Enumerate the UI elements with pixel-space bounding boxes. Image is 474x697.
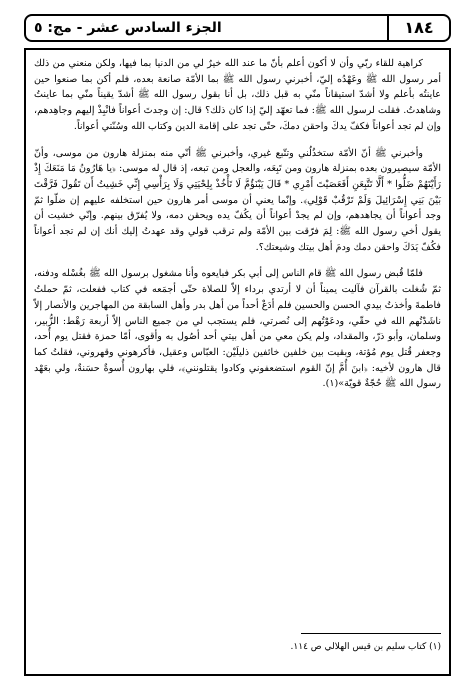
footnote-separator	[301, 633, 441, 634]
paragraph: وأخبرني ﷺ أنّ الأمّة ستخذُلُني وتتّبع غيري، وأخبرني ﷺ أنّي منه بمنزلة هارون من موسى، وأنّ الأمّة سيصيرون بعده بمنزلة هارون ومن تَبِعَه، والعجل ومن تبعه، إذ قال له موسى: ﴿يا هَارُونُ مَا مَنَعَكَ إِذْ رَأَيْتَهُمْ ضَلُّوا * أَلَّا تَتَّبِعَنِ أَفَعَصَيْتَ أَمْرِي * قَالَ يَبْنَؤُمَّ لَا تَأْخُذْ بِلِحْيَتِي وَلَا بِرَأْسِي إِنِّي خَشِيتُ أَن تَقُولَ فَرَّقْتَ بَيْنَ بَنِي إِسْرَائِيلَ وَلَمْ تَرْقُبْ قَوْلِي﴾. وإنّما يعني أن موسى أمر هارون حين استخلفه عليهم إن ضلّوا ثمّ وجد أعواناً أن يجاهدهم، وإن لم يجدْ أعواناً أن يكُفّ يده ويحقن دمه، ولا يُفرّق بينهم. وإنّي خشيت أن يقول أخي رسول الله ﷺ: لِمَ فرّقت بين الأمّة ولم ترقب قولي وقد عهدتُ إليك أنك إن لم تجد أعواناً فكُفّ يَدَكَ واحقن دمك ودمَ أهل بيتك وشيعتك؟.	[34, 147, 441, 253]
footnote: (١) كتاب سليم بن قيس الهلالي ص ١١٤.	[290, 642, 441, 652]
body-text	[34, 56, 441, 392]
running-title: الجزء السادس عشر - مج: ٥	[34, 20, 222, 36]
page-number: ١٨٤	[387, 16, 449, 40]
text-frame	[24, 48, 451, 676]
paragraph: فلمّا قُبض رسول الله ﷺ قام الناس إلى أبي بكر فبايعوه وأنا مشغول برسول الله ﷺ بغُسْله ودفنه، ثمّ شُغلت بالقرآن فآليت يميناً أن لا أرتدي برداء إلاّ للصلاة حتّى أجمَعه في كتاب ففعلت، ثمّ حملتُ فاطمةَ وأخذتُ بيدي الحسن والحسين فلم أدَعْ أحداً من أهل بدر وأهل السابقة من المهاجرين والأنصار إلاّ ناشَدْتُهم الله في حقّي، ودعَوْتُهم إلى نُصرتي، فلم يستجب لي من جميع الناس إلاّ أربعة رَهْط: الزُّبير، وسلمان، وأبو ذرّ، والمقداد، ولم يكن معي من أهل بيتي أحد أصُول به وأقوى، أمّا حمزة فقتل يوم أُحد، وجعفر قُتل يوم مُؤتة، وبقيت بين خلفين خائفين ذليلَيْن: العبّاس وعقيل، فأكرهوني وقهروني، فقلتُ كما قال هارون لأخيه: ﴿ابنَ أُمَّ إنّ القوم استضعفوني وكادوا يقتلونني﴾، فلي بهارون أُسوةٌ حسَنةٌ، ولي بعَهْد رسول الله ﷺ حُجّةٌ قويّة»(١).	[34, 268, 441, 390]
paragraph: كراهية للقاء ربّي وأن لا أكون أعلم بأنّ ما عند الله خيرٌ لي من الدنيا بما فيها، ولكن منعني من ذلك أمر رسول الله ﷺ وعَهْدُه إليّ، أخبرني رسول الله ﷺ بما الأمّة صانعة بعده، فلم أكن بما صنعوا حين عاينتُه بأعلم ولا أشدّ استيقاناً منّي به قبل ذلك، بل أنا بقول رسول الله ﷺ أشدّ يقيناً منّي بما عاينتُ وشاهدتُ. فقلت لرسول الله ﷺ: فما تعهّد إليّ إذا كان ذلك؟ قال: إن وجدتَ أعواناً فانْبِذْ إليهم وجاهِدهم، وإن لم تجد أعواناً فكفّ يدكَ واحقن دمكَ، حتّى تجد على إقامة الدين وكتاب الله وسُنّتي أعواناً.	[34, 58, 441, 132]
page-header	[24, 14, 451, 42]
